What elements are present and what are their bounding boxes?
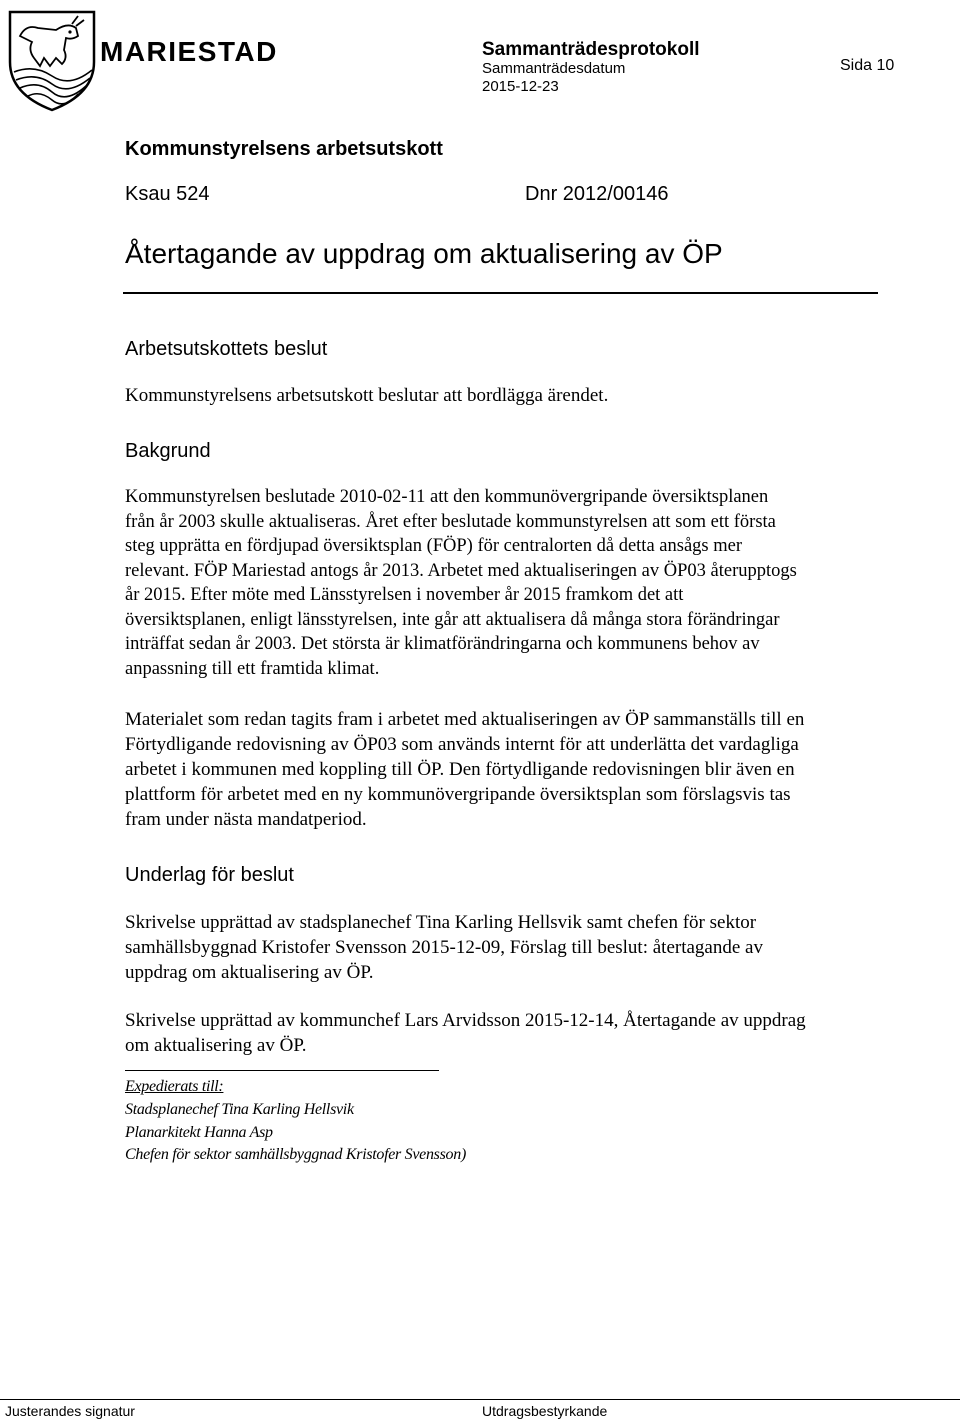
case-title: Återtagande av uppdrag om aktualisering av ÖP xyxy=(125,238,723,269)
page-number: Sida 10 xyxy=(840,57,895,74)
basis-heading: Underlag för beslut xyxy=(125,864,294,886)
basis-item-1 xyxy=(125,910,885,985)
paragraph-line: år 2015. Efter möte med Länsstyrelsen i november år 2015 framkom det att xyxy=(125,585,684,605)
paragraph-line: Förtydligande redovisning av ÖP03 som används internt för att underlätta det vardagliga xyxy=(125,734,799,755)
material-paragraph xyxy=(125,707,885,832)
paragraph-line: uppdrag om aktualisering av ÖP. xyxy=(125,962,374,983)
paragraph-line: relevant. FÖP Mariestad antogs år 2013. Arbetet med aktualiseringen av ÖP03 återupptogs xyxy=(125,560,797,581)
expedited-label: Expedierats till: xyxy=(125,1078,224,1095)
paragraph-line: Kommunstyrelsen beslutade 2010-02-11 att den kommunövergripande översiktsplanen xyxy=(125,487,769,507)
expedited-divider xyxy=(125,1070,439,1071)
paragraph-line: Materialet som redan tagits fram i arbetet med aktualiseringen av ÖP sammanställs till en xyxy=(125,709,805,730)
decision-text: Kommunstyrelsens arbetsutskott beslutar att bordlägga ärendet. xyxy=(125,385,609,406)
meeting-date-value: 2015-12-23 xyxy=(482,78,559,95)
municipality-wordmark: MARIESTAD xyxy=(100,36,278,67)
document-title: Sammanträdesprotokoll xyxy=(482,39,700,60)
paragraph-line: steg upprätta en fördjupad översiktsplan (FÖP) för centralorten då detta ansågs mer xyxy=(125,536,742,556)
expedited-recipient: Stadsplanechef Tina Karling Hellsvik xyxy=(125,1101,354,1118)
expedited-recipient: Chefen för sektor samhällsbyggnad Kristofer Svensson) xyxy=(125,1146,466,1163)
background-heading: Bakgrund xyxy=(125,440,211,462)
paragraph-line: anpassning till ett framtida klimat. xyxy=(125,658,380,679)
case-dnr-number: Dnr 2012/00146 xyxy=(525,183,669,205)
title-underline xyxy=(123,292,878,294)
paragraph-line: fram under nästa mandatperiod. xyxy=(125,809,367,830)
paragraph-line: om aktualisering av ÖP. xyxy=(125,1035,307,1056)
expedited-recipient: Planarkitekt Hanna Asp xyxy=(125,1124,273,1141)
paragraph-line: Skrivelse upprättad av kommunchef Lars Arvidsson 2015-12-14, Återtagande av uppdrag xyxy=(125,1010,806,1031)
paragraph-line: Skrivelse upprättad av stadsplanechef Tina Karling Hellsvik samt chefen för sektor xyxy=(125,912,757,933)
paragraph-line: från år 2003 skulle aktualiseras. Året efter beslutade kommunstyrelsen att som ett första xyxy=(125,511,776,532)
paragraph-line: översiktsplanen, enligt länsstyrelsen, inte går att aktualisera då många stora förändringar xyxy=(125,609,780,630)
municipality-logo xyxy=(6,6,98,114)
paragraph-line: plattform för arbetet med en ny kommunövergripande översiktsplan som förslagsvis tas xyxy=(125,784,791,805)
footer-extract-label: Utdragsbestyrkande xyxy=(482,1403,608,1419)
paragraph-line: inträffat sedan år 2003. Det största är klimatförändringarna och kommunens behov av xyxy=(125,634,760,654)
paragraph-line: samhällsbyggnad Kristofer Svensson 2015-12-09, Förslag till beslut: återtagande av xyxy=(125,937,763,958)
case-ksau-number: Ksau 524 xyxy=(125,183,210,205)
paragraph-line: arbetet i kommunen med koppling till ÖP. Den förtydligande redovisningen blir även en xyxy=(125,759,795,780)
meeting-date-label: Sammanträdesdatum xyxy=(482,60,626,77)
committee-name: Kommunstyrelsens arbetsutskott xyxy=(125,138,443,160)
background-paragraph xyxy=(125,485,885,681)
footer-signature-label: Justerandes signatur xyxy=(5,1403,135,1419)
footer-divider xyxy=(0,1399,960,1400)
basis-item-2 xyxy=(125,1008,885,1058)
decision-heading: Arbetsutskottets beslut xyxy=(125,338,328,360)
